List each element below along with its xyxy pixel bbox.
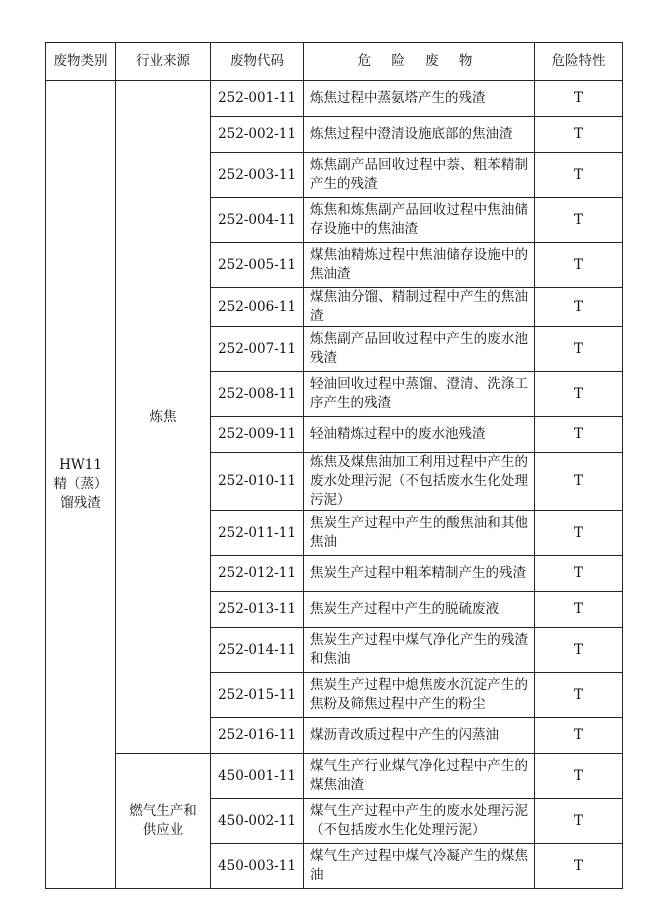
waste-code: 252-009-11 [211, 417, 304, 453]
hazard-characteristic: T [535, 243, 623, 288]
industry-coking: 炼焦 [116, 81, 211, 754]
waste-code: 252-006-11 [211, 288, 304, 327]
waste-description: 炼焦和炼焦副产品回收过程中焦油储存设施中的焦油渣 [304, 198, 535, 243]
waste-code: 252-008-11 [211, 372, 304, 417]
waste-description: 轻油回收过程中蒸馏、澄清、洗涤工序产生的残渣 [304, 372, 535, 417]
header-code: 废物代码 [211, 43, 304, 81]
hazard-characteristic: T [535, 718, 623, 754]
waste-code: 252-016-11 [211, 718, 304, 754]
waste-description: 炼焦及煤焦油加工利用过程中产生的废水处理污泥（不包括废水生化处理污泥） [304, 453, 535, 511]
waste-code: 252-011-11 [211, 511, 304, 556]
waste-description: 煤焦油精炼过程中焦油储存设施中的焦油渣 [304, 243, 535, 288]
waste-description: 焦炭生产过程中产生的脱硫废液 [304, 592, 535, 628]
waste-code: 252-007-11 [211, 327, 304, 372]
waste-description: 煤气生产过程中产生的废水处理污泥（不包括废水生化处理污泥） [304, 799, 535, 844]
hazard-characteristic: T [535, 592, 623, 628]
waste-code: 252-003-11 [211, 153, 304, 198]
table-row [46, 754, 623, 799]
hazard-characteristic: T [535, 556, 623, 592]
hazard-characteristic: T [535, 153, 623, 198]
industry-gas-supply [116, 754, 211, 889]
waste-code: 252-002-11 [211, 117, 304, 153]
waste-description: 炼焦过程中澄清设施底部的焦油渣 [304, 117, 535, 153]
category-cell [46, 81, 116, 889]
waste-description: 炼焦副产品回收过程中萘、粗苯精制产生的残渣 [304, 153, 535, 198]
waste-code: 450-001-11 [211, 754, 304, 799]
waste-description: 焦炭生产过程中产生的酸焦油和其他焦油 [304, 511, 535, 556]
hazard-characteristic: T [535, 288, 623, 327]
table-row [46, 81, 623, 117]
waste-description: 轻油精炼过程中的废水池残渣 [304, 417, 535, 453]
waste-code: 252-001-11 [211, 81, 304, 117]
hazard-characteristic: T [535, 417, 623, 453]
hazard-characteristic: T [535, 754, 623, 799]
waste-description: 焦炭生产过程中熄焦废水沉淀产生的焦粉及筛焦过程中产生的粉尘 [304, 673, 535, 718]
waste-code: 252-013-11 [211, 592, 304, 628]
waste-code: 252-015-11 [211, 673, 304, 718]
waste-description: 煤焦油分馏、精制过程中产生的焦油渣 [304, 288, 535, 327]
waste-description: 焦炭生产过程中粗苯精制产生的残渣 [304, 556, 535, 592]
hazard-characteristic: T [535, 799, 623, 844]
hazard-characteristic: T [535, 117, 623, 153]
waste-description: 炼焦副产品回收过程中产生的废水池残渣 [304, 327, 535, 372]
waste-description: 煤气生产行业煤气净化过程中产生的煤焦油渣 [304, 754, 535, 799]
hazard-characteristic: T [535, 327, 623, 372]
waste-code: 252-005-11 [211, 243, 304, 288]
waste-code: 450-003-11 [211, 844, 304, 889]
waste-code: 252-004-11 [211, 198, 304, 243]
hazard-characteristic: T [535, 844, 623, 889]
category-name-line1: 精（蒸） [53, 476, 108, 492]
header-row [46, 43, 623, 81]
waste-description: 煤气生产过程中煤气冷凝产生的煤焦油 [304, 844, 535, 889]
waste-code: 450-002-11 [211, 799, 304, 844]
hazard-characteristic: T [535, 372, 623, 417]
hazard-characteristic: T [535, 81, 623, 117]
industry-gas-line2: 供应业 [142, 822, 184, 838]
category-name-line2: 馏残渣 [60, 495, 101, 511]
hazard-characteristic: T [535, 628, 623, 673]
hazard-characteristic: T [535, 198, 623, 243]
waste-code: 252-010-11 [211, 453, 304, 511]
waste-description: 煤沥青改质过程中产生的闪蒸油 [304, 718, 535, 754]
category-code: HW11 [59, 457, 102, 473]
header-category: 废物类别 [46, 43, 116, 81]
hazard-characteristic: T [535, 673, 623, 718]
waste-code: 252-014-11 [211, 628, 304, 673]
hazard-characteristic: T [535, 453, 623, 511]
hazard-characteristic: T [535, 511, 623, 556]
header-characteristic: 危险特性 [535, 43, 623, 81]
waste-description: 炼焦过程中蒸氨塔产生的残渣 [304, 81, 535, 117]
waste-code: 252-012-11 [211, 556, 304, 592]
header-hazardous-waste: 危 险 废 物 [304, 43, 535, 81]
industry-gas-line1: 燃气生产和 [129, 803, 197, 819]
hazardous-waste-table [45, 42, 623, 889]
header-industry: 行业来源 [116, 43, 211, 81]
waste-description: 焦炭生产过程中煤气净化产生的残渣和焦油 [304, 628, 535, 673]
